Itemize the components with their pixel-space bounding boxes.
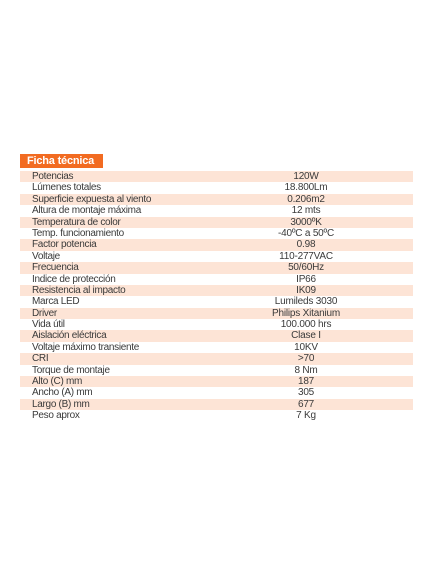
spec-row xyxy=(20,308,413,319)
spec-table xyxy=(20,171,413,422)
spec-value: Philips Xitanium xyxy=(272,307,340,319)
spec-row xyxy=(20,376,413,387)
spec-row xyxy=(20,296,413,307)
spec-row xyxy=(20,194,413,205)
spec-label: Voltaje xyxy=(32,250,60,262)
spec-value: 305 xyxy=(297,387,315,399)
spec-value: 0.206m2 xyxy=(287,193,325,205)
spec-label: CRI xyxy=(32,353,49,365)
spec-value: IP66 xyxy=(296,273,316,285)
spec-row xyxy=(20,365,413,376)
spec-row xyxy=(20,274,413,285)
spec-row xyxy=(20,239,413,250)
spec-label: Voltaje máximo transiente xyxy=(32,341,140,353)
spec-row xyxy=(20,353,413,364)
spec-label: Factor potencia xyxy=(32,239,97,251)
spec-value: 7 Kg xyxy=(296,410,316,422)
spec-row xyxy=(20,399,413,410)
spec-label: Alto (C) mm xyxy=(32,376,83,388)
spec-row xyxy=(20,319,413,330)
spec-value: Clase I xyxy=(291,330,321,342)
spec-value: 50/60Hz xyxy=(288,262,324,274)
spec-label: Marca LED xyxy=(32,296,80,308)
spec-value: 3000ºK xyxy=(290,216,322,228)
spec-value: >70 xyxy=(297,353,315,365)
spec-value: 10KV xyxy=(294,341,318,353)
spec-value: 120W xyxy=(293,171,319,182)
spec-value: 8 Nm xyxy=(294,364,318,376)
spec-sheet xyxy=(20,151,413,422)
spec-value: Lumileds 3030 xyxy=(274,296,338,308)
spec-sheet-title: Ficha técnica xyxy=(20,154,103,168)
spec-label: Superficie expuesta al viento xyxy=(32,193,152,205)
spec-row xyxy=(20,205,413,216)
spec-value: 100.000 hrs xyxy=(280,319,332,331)
spec-label: Largo (B) mm xyxy=(32,398,90,410)
spec-label: Potencias xyxy=(32,171,74,182)
spec-label: Altura de montaje máxima xyxy=(32,205,141,217)
spec-value: -40ºC a 50ºC xyxy=(277,227,335,239)
spec-value: 110-277VAC xyxy=(279,250,333,262)
spec-value: 12 mts xyxy=(291,205,321,217)
spec-value: 187 xyxy=(297,376,315,388)
spec-row xyxy=(20,262,413,273)
spec-label: Frecuencia xyxy=(32,262,79,274)
spec-label: Temperatura de color xyxy=(32,216,121,228)
spec-value: 677 xyxy=(297,398,315,410)
spec-row xyxy=(20,410,413,421)
spec-row xyxy=(20,387,413,398)
spec-label: Indice de protección xyxy=(32,273,116,285)
spec-row xyxy=(20,171,413,182)
spec-label: Lúmenes totales xyxy=(32,182,101,194)
spec-value: 0.98 xyxy=(296,239,316,251)
spec-label: Peso aprox xyxy=(32,410,80,422)
spec-label: Aislación eléctrica xyxy=(32,330,107,342)
spec-row xyxy=(20,330,413,341)
spec-row xyxy=(20,182,413,193)
spec-label: Ancho (A) mm xyxy=(32,387,93,399)
spec-row xyxy=(20,251,413,262)
spec-label: Temp. funcionamiento xyxy=(32,227,124,239)
spec-value: 18.800Lm xyxy=(284,182,328,194)
spec-row xyxy=(20,228,413,239)
spec-row xyxy=(20,285,413,296)
spec-label: Driver xyxy=(32,307,57,319)
spec-label: Torque de montaje xyxy=(32,364,110,376)
spec-label: Resistencia al impacto xyxy=(32,284,126,296)
spec-row xyxy=(20,342,413,353)
spec-value: IK09 xyxy=(296,284,316,296)
spec-row xyxy=(20,217,413,228)
spec-label: Vida útil xyxy=(32,319,65,331)
